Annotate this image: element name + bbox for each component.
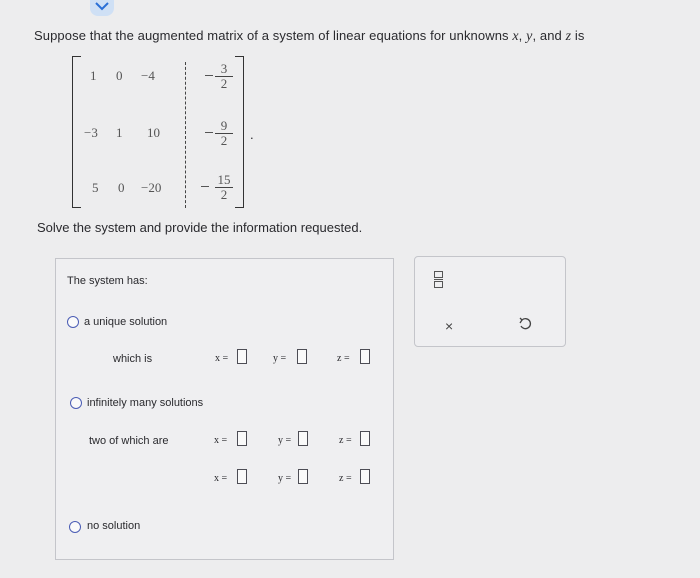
sol1-z-input[interactable] xyxy=(360,431,370,446)
question-part2: is xyxy=(571,28,585,43)
no-solution-label[interactable]: no solution xyxy=(87,520,141,532)
fraction-denominator: 2 xyxy=(220,76,228,91)
question-part1: Suppose that the augmented matrix of a system of linear equations for unknowns xyxy=(34,28,513,43)
which-is-label: which is xyxy=(113,353,153,365)
unique-solution-radio[interactable] xyxy=(67,316,79,328)
matrix-cell: 0 xyxy=(118,180,125,195)
eq-x-label: x = xyxy=(214,473,228,484)
matrix-right-bracket xyxy=(235,56,244,208)
instruction-text: Solve the system and provide the information requested. xyxy=(37,220,363,235)
var-z: z xyxy=(565,29,572,44)
system-has-title: The system has: xyxy=(67,275,148,287)
eq-z-label: z = xyxy=(339,435,352,446)
fraction-denominator: 2 xyxy=(220,187,228,202)
eq-y-label: y = xyxy=(278,473,292,484)
infinite-solutions-radio[interactable] xyxy=(70,397,82,409)
unique-solution-label[interactable]: a unique solution xyxy=(84,316,168,328)
answer-panel xyxy=(55,258,394,560)
sol1-x-input[interactable] xyxy=(237,431,247,446)
fraction-denominator: 2 xyxy=(220,133,228,148)
var-x: x xyxy=(512,29,519,44)
fraction-numerator: 15 xyxy=(215,173,233,188)
matrix-cell: 5 xyxy=(92,180,99,195)
minus-sign xyxy=(201,186,209,187)
infinite-solutions-label[interactable]: infinitely many solutions xyxy=(87,397,204,409)
undo-icon[interactable] xyxy=(518,317,532,331)
collapse-chevron-button[interactable] xyxy=(90,0,114,16)
matrix-cell: 1 xyxy=(116,125,123,140)
unique-y-input[interactable] xyxy=(297,349,307,364)
augmented-matrix xyxy=(72,56,248,208)
eq-z-label: z = xyxy=(339,473,352,484)
eq-y-label: y = xyxy=(273,353,287,364)
matrix-cell: −4 xyxy=(141,68,155,83)
matrix-cell: 10 xyxy=(147,125,160,140)
sol2-z-input[interactable] xyxy=(360,469,370,484)
matrix-cell: 1 xyxy=(90,68,97,83)
eq-x-label: x = xyxy=(215,353,229,364)
sol2-x-input[interactable] xyxy=(237,469,247,484)
matrix-period: . xyxy=(250,127,254,142)
matrix-cell: −3 xyxy=(84,125,98,140)
fraction-numerator: 3 xyxy=(215,62,233,77)
eq-y-label: y = xyxy=(278,435,292,446)
question-text xyxy=(34,28,584,45)
answer-tools-panel xyxy=(414,256,566,347)
fraction-value xyxy=(215,173,233,202)
matrix-left-bracket xyxy=(72,56,81,208)
matrix-cell: 0 xyxy=(116,68,123,83)
no-solution-radio[interactable] xyxy=(69,521,81,533)
unique-x-input[interactable] xyxy=(237,349,247,364)
unique-z-input[interactable] xyxy=(360,349,370,364)
sol1-y-input[interactable] xyxy=(298,431,308,446)
chevron-down-icon xyxy=(95,2,109,11)
question-sep1: , xyxy=(518,28,527,43)
fraction-value xyxy=(215,62,233,91)
sol2-y-input[interactable] xyxy=(298,469,308,484)
minus-sign xyxy=(205,75,213,76)
matrix-cell: −20 xyxy=(141,180,162,195)
fraction-value xyxy=(215,119,233,148)
question-sep2: , and xyxy=(532,28,566,43)
fraction-numerator: 9 xyxy=(215,119,233,134)
fraction-icon[interactable] xyxy=(434,271,443,288)
two-of-which-label: two of which are xyxy=(89,435,169,447)
minus-sign xyxy=(205,132,213,133)
eq-z-label: z = xyxy=(337,353,350,364)
var-y: y xyxy=(526,29,533,44)
eq-x-label: x = xyxy=(214,435,228,446)
augment-divider xyxy=(185,62,186,208)
close-icon[interactable]: × xyxy=(445,318,454,334)
